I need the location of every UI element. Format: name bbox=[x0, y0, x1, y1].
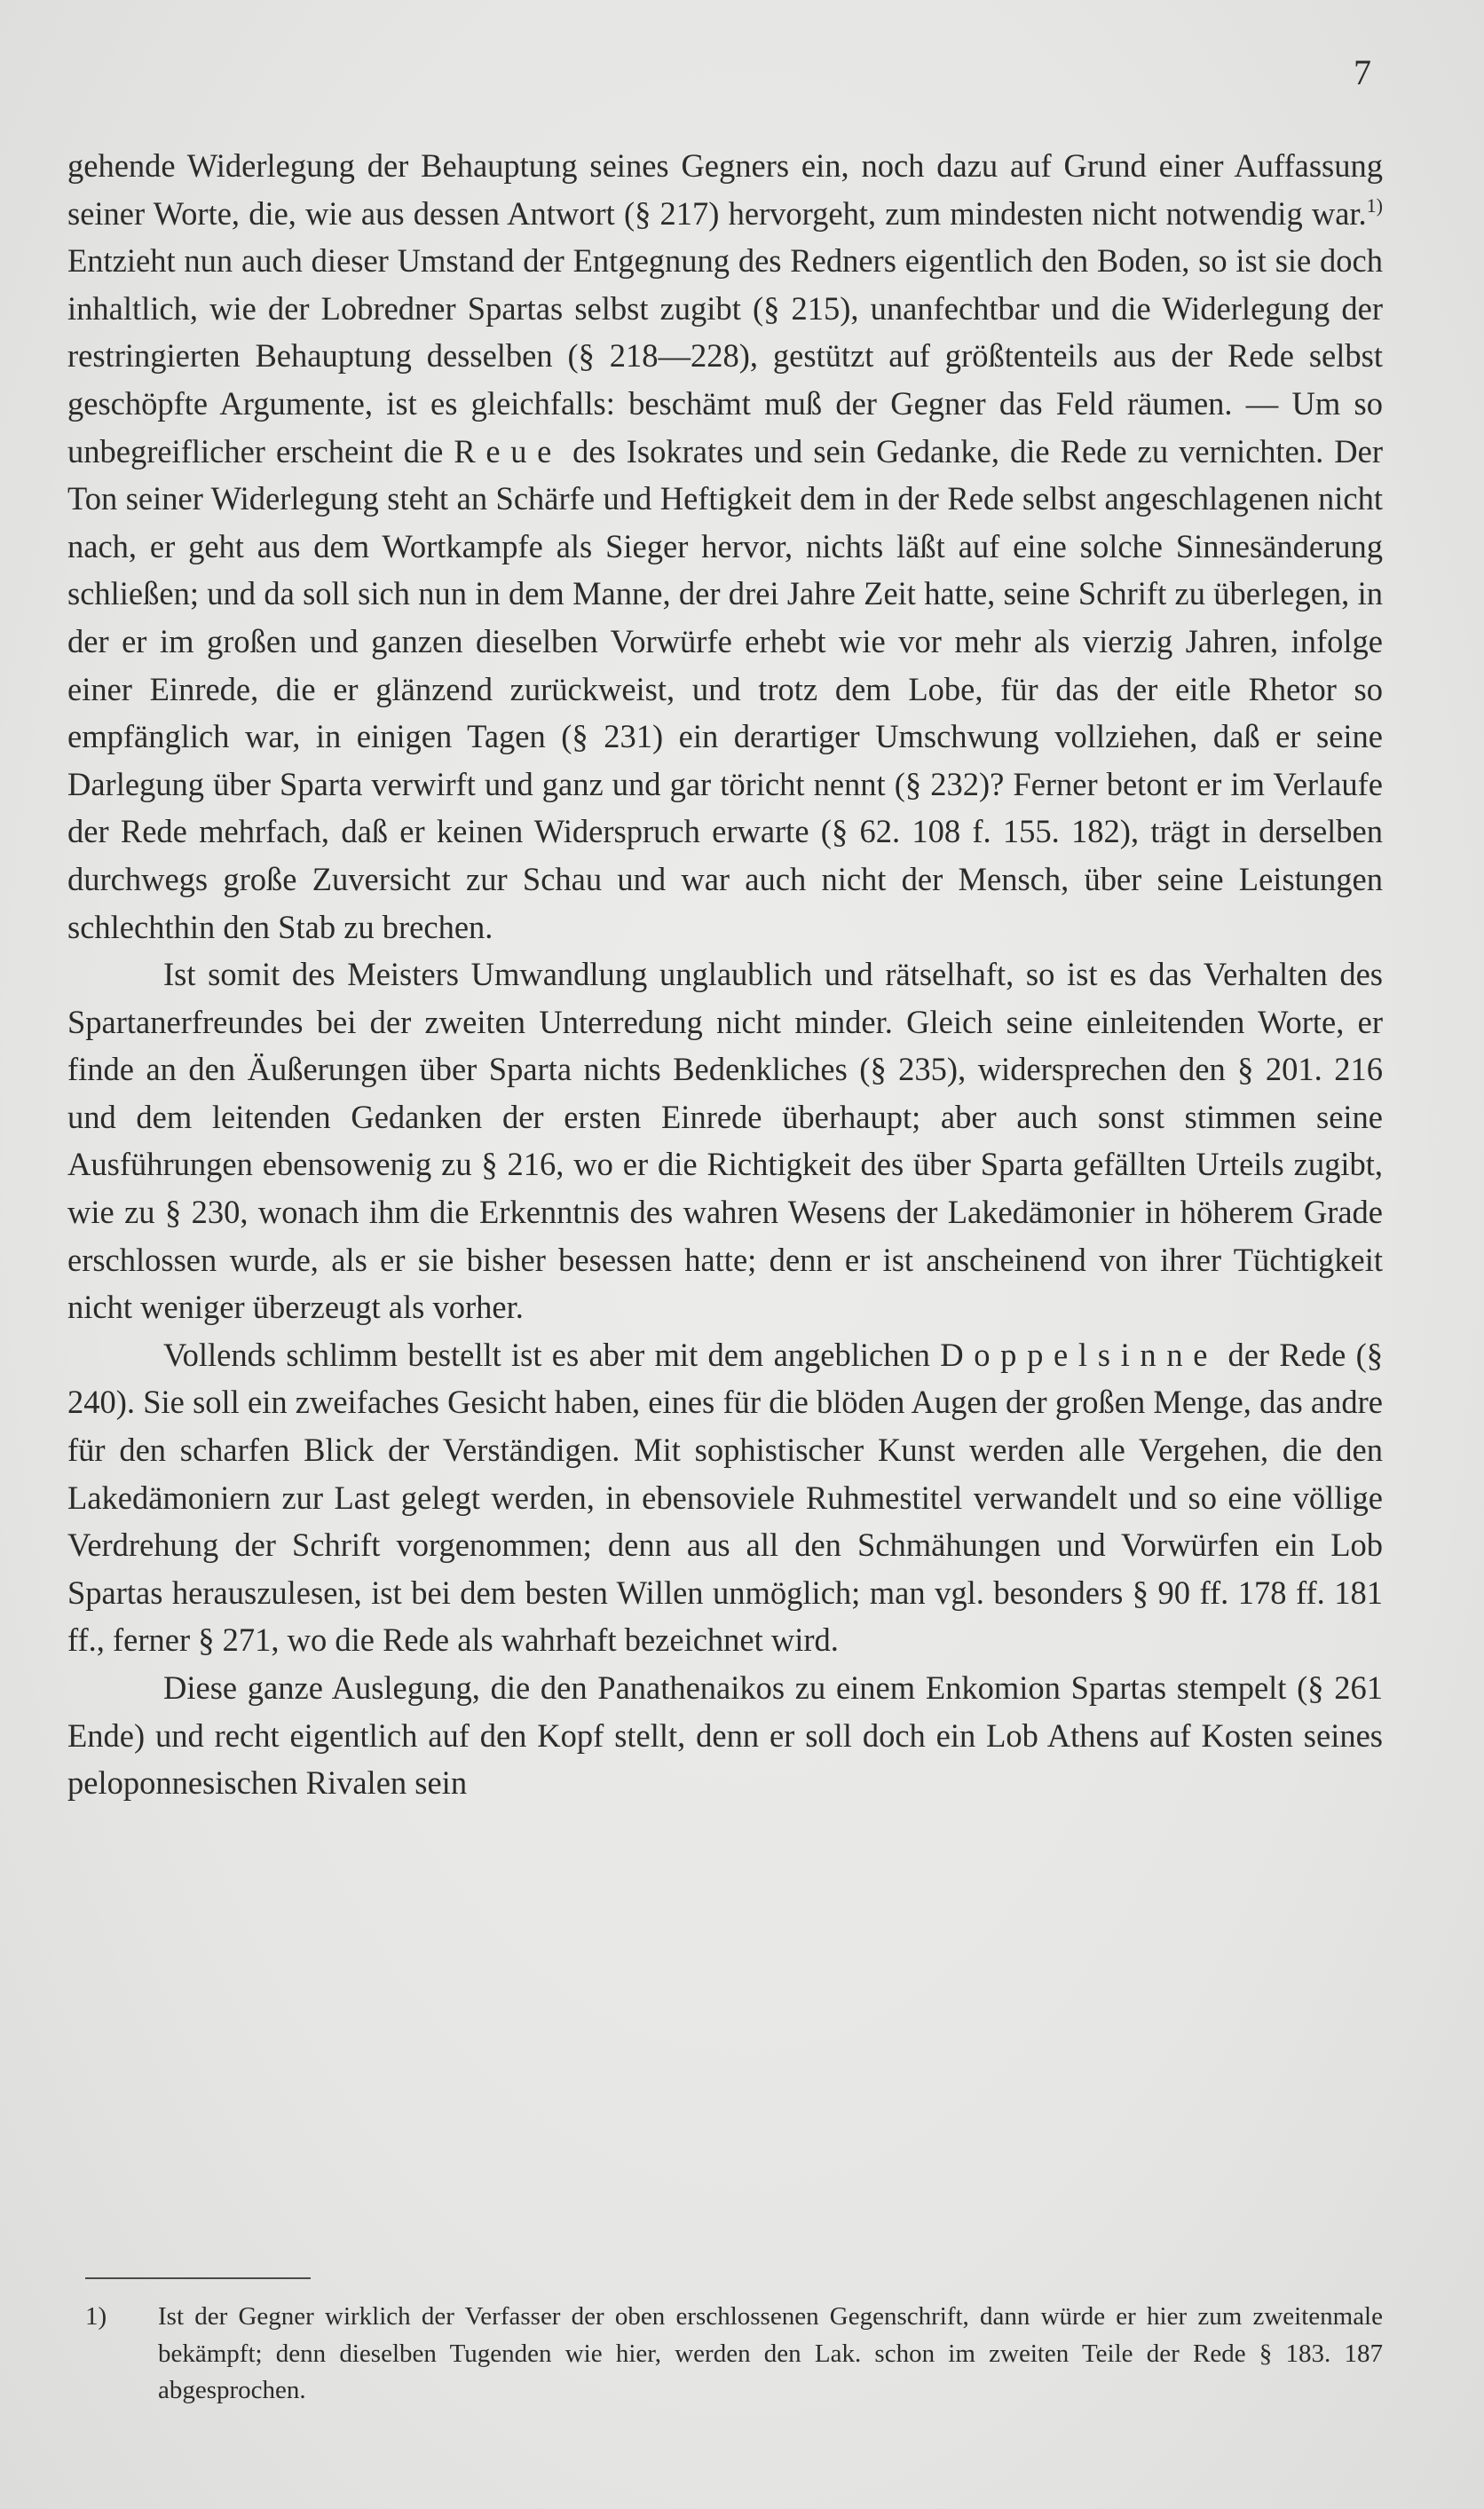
footnote-mark: 1) bbox=[85, 2302, 107, 2331]
paragraph-3-text-b: der Rede (§ 240). Sie soll ein zweifaches Gesicht haben, eines für die blöden Augen der großen Menge, das andre für den scharfen Blick der Verständigen. Mit sophistischer Kunst werden alle Vergehen, die den Lakedämoniern zur Last gelegt werden, in ebensoviele Ruhmestitel verwandelt und so eine völlige Verdrehung der Schrift vorgenommen; denn aus all den Schmähungen und Vorwürfen ein Lob Spartas herauszulesen, ist bei dem besten Willen unmöglich; man vgl. besonders § 90 ff. 178 ff. 181 ff., ferner § 271, wo die Rede als wahrhaft bezeichnet wird. bbox=[67, 1336, 1383, 1659]
body-text bbox=[67, 142, 1383, 1807]
paragraph-1-text-c: des Isokrates und sein Gedanke, die Rede zu vernichten. Der Ton seiner Widerlegung steht an Schärfe und Heftigkeit dem in der Rede selbst angeschlagenen nicht nach, er geht aus dem Wortkampfe als Sieger hervor, nichts läßt auf eine solche Sinnesänderung schließen; und da soll sich nun in dem Manne, der drei Jahre Zeit hatte, seine Schrift zu überlegen, in der er im großen und ganzen dieselben Vorwürfe erhebt wie vor mehr als vierzig Jahren, infolge einer Einrede, die er glänzend zurückweist, und trotz dem Lobe, für das der eitle Rhetor so empfänglich war, in einigen Tagen (§ 231) ein derartiger Umschwung vollziehen, daß er seine Darlegung über Sparta verwirft und ganz und gar töricht nennt (§ 232)? Ferner betont er im Verlaufe der Rede mehrfach, daß er keinen Widerspruch erwarte (§ 62. 108 f. 155. 182), trägt in derselben durchwegs große Zuversicht zur Schau und war auch nicht der Mensch, über seine Leistungen schlechthin den Stab zu brechen. bbox=[67, 432, 1383, 945]
paragraph-1-text-a: gehende Widerlegung der Behauptung seines Gegners ein, noch dazu auf Grund einer Auffassung seiner Worte, die, wie aus dessen Antwort (§ 217) hervorgeht, zum mindesten nicht notwendig war. bbox=[67, 147, 1383, 232]
paragraph-4: Diese ganze Auslegung, die den Panathenaikos zu einem Enkomion Spartas stempelt (§ 261 Ende) und recht eigentlich auf den Kopf stellt, denn er soll doch ein Lob Athens auf Kosten seines peloponnesischen Rivalen sein bbox=[67, 1669, 1383, 1802]
footnote-1 bbox=[85, 2299, 1383, 2410]
page-number: 7 bbox=[1354, 52, 1371, 92]
paragraph-3-text-a: Vollends schlimm bestellt ist es aber mit dem angeblichen bbox=[163, 1336, 941, 1373]
paragraph-1-text-b: Entzieht nun auch dieser Umstand der Entgegnung des Redners eigentlich den Boden, so ist sie doch inhaltlich, wie der Lobredner Spartas selbst zugibt (§ 215), unanfechtbar und die Widerlegung der restringierten Behauptung desselben (§ 218—228), gestützt auf größtenteils aus der Rede selbst geschöpfte Argumente, ist es gleichfalls: beschämt muß der Gegner das Feld räumen. — Um so unbegreiflicher erscheint die bbox=[67, 242, 1383, 469]
footnote-reference[interactable]: 1) bbox=[1366, 193, 1383, 217]
paragraph-3 bbox=[67, 1331, 1383, 1664]
footnote-divider bbox=[85, 2277, 311, 2279]
footnote-text: Ist der Gegner wirklich der Verfasser der oben erschlossenen Gegenschrift, dann würde er hier zum zweitenmale bekämpft; denn dieselben Tugenden wie hier, werden den Lak. schon im zweiten Teile der Rede § 183. 187 abgesprochen. bbox=[158, 2302, 1383, 2404]
emphasized-word-reue: Reue bbox=[454, 432, 563, 469]
paragraph-1 bbox=[67, 142, 1383, 951]
footnotes bbox=[85, 2299, 1383, 2410]
emphasized-word-doppelsinne: Doppelsinne bbox=[940, 1336, 1219, 1373]
paragraph-2: Ist somit des Meisters Umwandlung unglaublich und rätselhaft, so ist es das Verhalten des Spartanerfreundes bei der zweiten Unterredung nicht minder. Gleich seine einleitenden Worte, er finde an den Äußerungen über Sparta nichts Bedenkliches (§ 235), widersprechen den § 201. 216 und dem leitenden Gedanken der ersten Einrede überhaupt; aber auch sonst stimmen seine Ausführungen ebensowenig zu § 216, wo er die Richtigkeit des über Sparta gefällten Urteils zugibt, wie zu § 230, wonach ihm die Erkenntnis des wahren Wesens der Lakedämonier in höherem Grade erschlossen wurde, als er sie bisher besessen hatte; denn er ist anscheinend von ihrer Tüchtigkeit nicht weniger überzeugt als vorher. bbox=[67, 956, 1383, 1326]
